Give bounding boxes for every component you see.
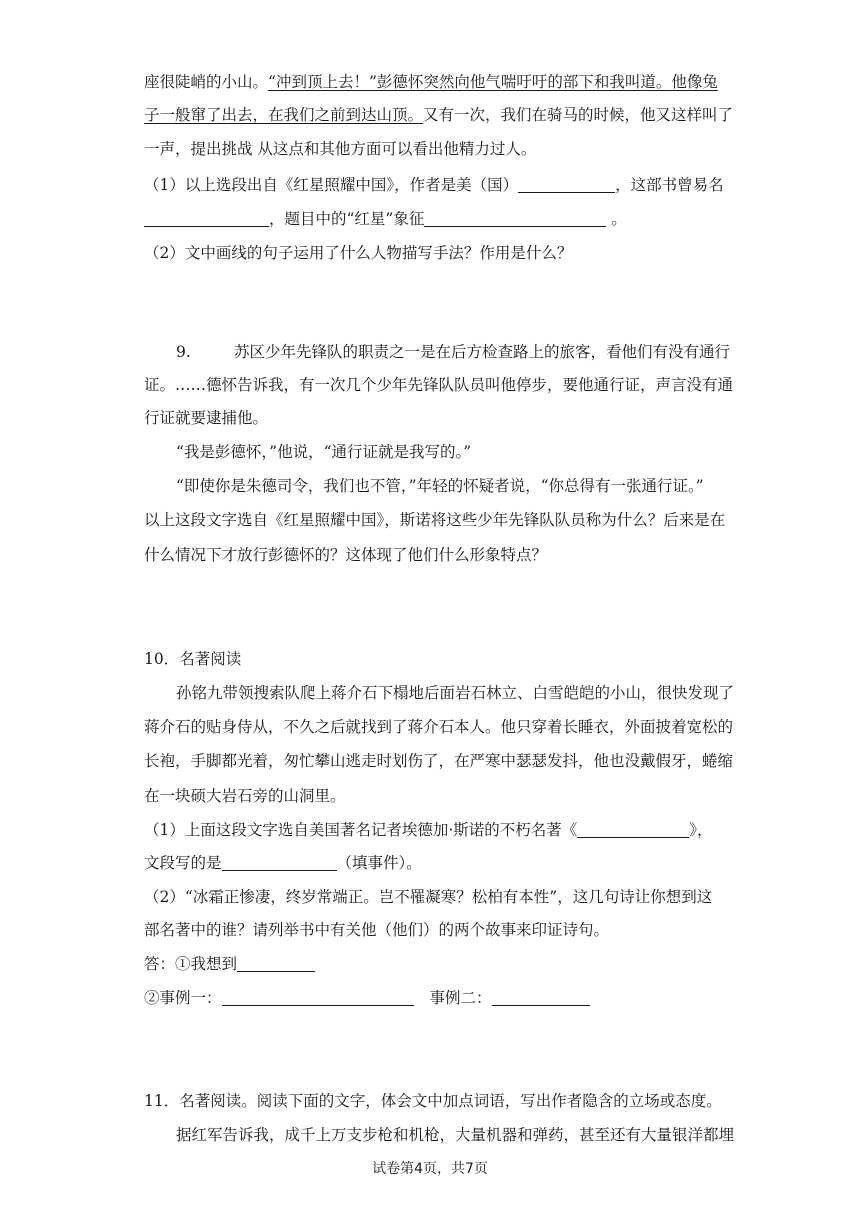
answer-blank-person[interactable] [237, 955, 315, 972]
q8-underlined-sentence-end: 子一般窜了出去，在我们之前到达山顶。 [144, 106, 424, 124]
q11-passage-line-1: 据红军告诉我，成千上万支步枪和机枪，大量机器和弹药，甚至还有大量银洋都埋 [176, 1126, 735, 1144]
q10-passage-line-4: 在一块硕大岩石旁的山洞里。 [144, 787, 346, 805]
q9-line-6: 以上这段文字选自《红星照耀中国》，斯诺将这些少年先锋队队员称为什么？后来是在 [144, 511, 726, 529]
q10-passage-line-2: 蒋介石的贴身侍从，不久之后就找到了蒋介石本人。他只穿着长睡衣，外面披着宽松的 [144, 718, 734, 736]
page-footer: 试卷第4页，共7页 [372, 1161, 488, 1177]
answer-blank-example-2[interactable] [492, 989, 590, 1006]
answer-blank-example-1[interactable] [222, 989, 414, 1006]
q10-passage-line-1: 孙铭九带领搜索队爬上蒋介石下榻地后面岩石林立、白雪皑皑的小山，很快发现了 [176, 684, 735, 702]
q9-line-4: “我是彭德怀，”他说，“通行证就是我写的。” [176, 443, 472, 461]
answer-blank-symbol[interactable] [424, 210, 606, 227]
answer-blank-event[interactable] [222, 854, 337, 871]
q9-line-2: 证。……德怀告诉我，有一次几个少年先锋队队员叫他停步，要他通行证，声言没有通 [144, 376, 734, 394]
q8-passage-line-2: 子一般窜了出去，在我们之前到达山顶。又有一次，我们在骑马的时候，他又这样叫了 [144, 106, 734, 124]
q10-sub-question-1: （1）上面这段文字选自美国著名记者埃德加·斯诺的不朽名著《 》， [144, 821, 713, 839]
answer-blank-alt-title[interactable] [144, 210, 269, 227]
q10-answer-1: 答：①我想到 [144, 953, 724, 975]
q8-passage-line-3: 一声，提出挑战 从这点和其他方面可以看出他精力过人。 [144, 140, 537, 158]
q8-underlined-sentence: “冲到顶上去！”彭德怀突然向他气喘吁吁的部下和我叫道。他像兔 [268, 73, 718, 91]
q11-heading: 11．名著阅读。阅读下面的文字，体会文中加点词语，写出作者隐含的立场或态度。 [144, 1092, 722, 1110]
q8-sub-question-2: （2）文中画线的句子运用了什么人物描写手法？作用是什么？ [144, 244, 573, 262]
q10-passage-line-3: 长袍，手脚都光着，匆忙攀山逃走时划伤了，在严寒中瑟瑟发抖，他也没戴假牙，蜷缩 [144, 752, 734, 770]
q9-line-1: 9. 苏区少年先锋队的职责之一是在后方检查路上的旅客，看他们有没有通行 [144, 341, 724, 363]
q9-line-7: 什么情况下才放行彭德怀的？这体现了他们什么形象特点？ [144, 546, 548, 564]
q10-answer-2: ②事例一： 事例二： [144, 987, 724, 1009]
q8-sub-question-1: （1）以上选段出自《红星照耀中国》，作者是美（国） ，这部书曾易名 [144, 176, 724, 194]
q10-sub-question-2: （2）“冰霜正惨凄，终岁常端正。岂不罹凝寒？松柏有本性”，这几句诗让你想到这 [144, 888, 713, 906]
answer-blank-author[interactable] [518, 176, 615, 193]
answer-blank-book-title[interactable] [577, 821, 689, 838]
q9-line-5: “即使你是朱德司令，我们也不管，”年轻的怀疑者说，“你总得有一张通行证。” [176, 477, 704, 495]
q8-passage-line-1: 座很陡峭的小山。“冲到顶上去！”彭德怀突然向他气喘吁吁的部下和我叫道。他像兔 [144, 73, 718, 91]
q10-heading: 10．名著阅读 [144, 650, 242, 668]
q9-line-3: 行证就要逮捕他。 [144, 409, 269, 427]
q8-sub-question-1-cont: ，题目中的“红星”象征 。 [144, 208, 724, 230]
q10-sub-question-1-cont: 文段写的是 （填事件）。 [144, 854, 422, 872]
q9-number: 9. [176, 343, 191, 361]
q10-sub-question-2-cont: 部名著中的谁？请列举书中有关他（他们）的两个故事来印证诗句。 [144, 921, 610, 939]
